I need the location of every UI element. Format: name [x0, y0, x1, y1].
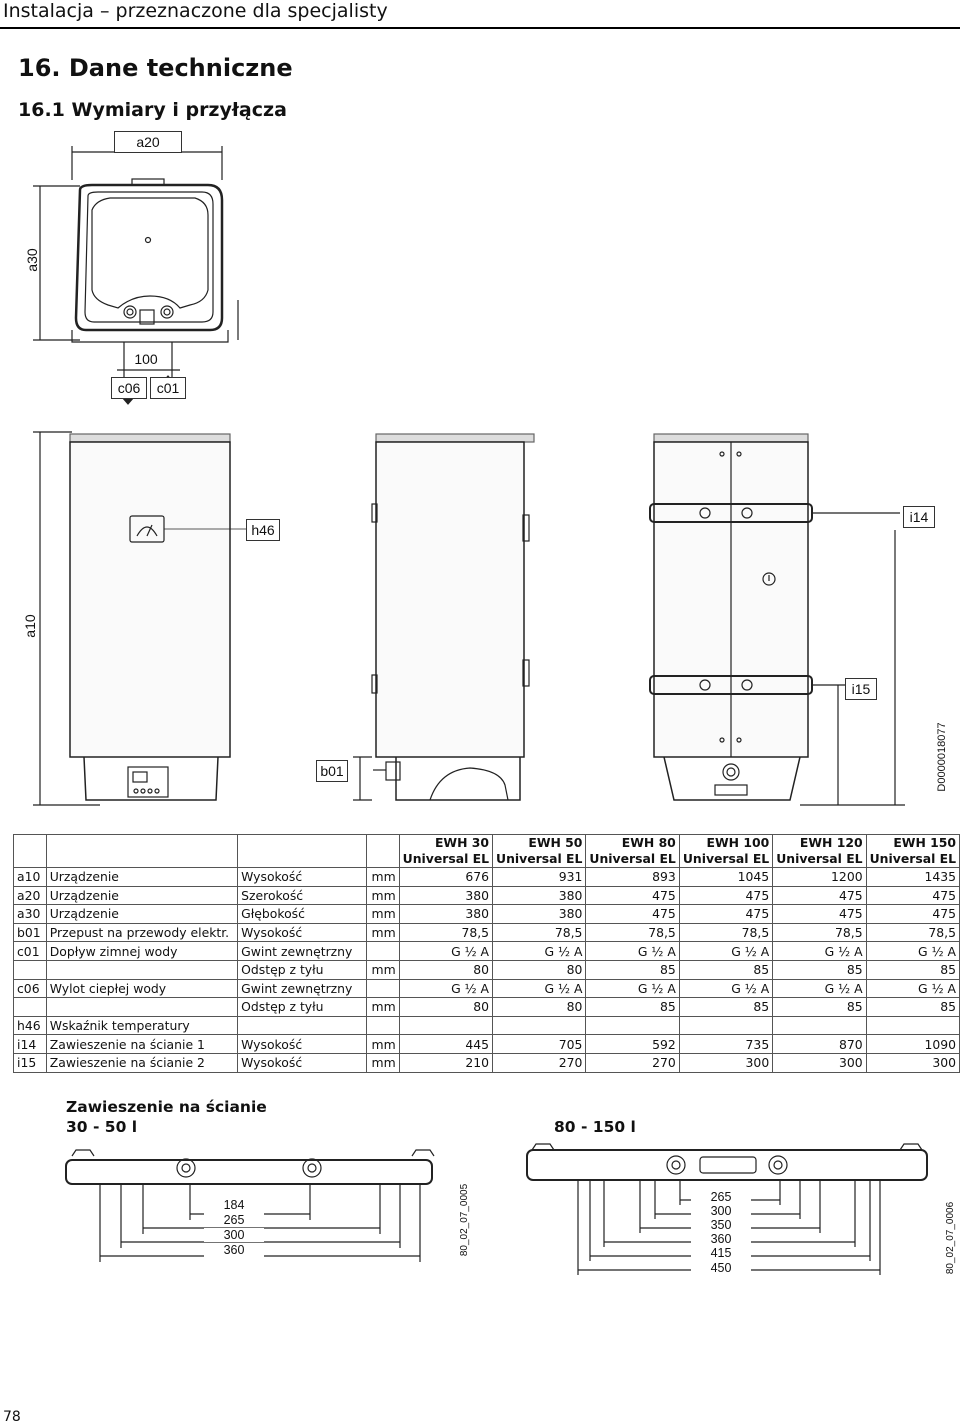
- row-name: [46, 998, 237, 1017]
- row-unit: [366, 979, 399, 998]
- table-row: [14, 886, 960, 905]
- row-name: Dopływ zimnej wody: [46, 942, 237, 961]
- label-c01: c01: [150, 377, 186, 399]
- row-value: 85: [586, 960, 679, 979]
- row-value: 80: [493, 998, 586, 1017]
- column-variant: Universal EL: [776, 851, 863, 866]
- row-value: 931: [493, 868, 586, 887]
- mounting-left-range: 30 - 50 l: [66, 1118, 138, 1136]
- row-value: 85: [679, 960, 772, 979]
- column-header: [679, 835, 772, 868]
- label-a30: a30: [24, 248, 40, 272]
- row-value: 85: [586, 998, 679, 1017]
- row-unit: mm: [366, 868, 399, 887]
- row-value: G ½ A: [773, 942, 866, 961]
- row-value: 78,5: [679, 923, 772, 942]
- right-dim-3: 360: [691, 1232, 751, 1246]
- label-c06: c06: [111, 377, 147, 399]
- row-name: Wylot ciepłej wody: [46, 979, 237, 998]
- left-dim-2: 300: [204, 1228, 264, 1242]
- row-value: 78,5: [399, 923, 492, 942]
- table-row: [14, 979, 960, 998]
- row-unit: mm: [366, 1035, 399, 1054]
- row-value: 475: [866, 905, 959, 924]
- header-empty-cell: [46, 835, 237, 868]
- row-value: G ½ A: [586, 942, 679, 961]
- header-empty-cell: [238, 835, 366, 868]
- row-value: 475: [679, 886, 772, 905]
- row-value: G ½ A: [866, 979, 959, 998]
- row-value: 1200: [773, 868, 866, 887]
- row-code: a20: [14, 886, 47, 905]
- row-value: 475: [679, 905, 772, 924]
- page-number: 78: [3, 1409, 21, 1425]
- row-value: 870: [773, 1035, 866, 1054]
- row-value: [866, 1016, 959, 1035]
- spec-table: [13, 834, 960, 1073]
- row-code: c06: [14, 979, 47, 998]
- row-unit: mm: [366, 998, 399, 1017]
- row-code: i14: [14, 1035, 47, 1054]
- table-row: [14, 1053, 960, 1072]
- row-code: b01: [14, 923, 47, 942]
- row-param: Odstęp z tyłu: [238, 998, 366, 1017]
- label-100: 100: [134, 351, 158, 367]
- label-a20: a20: [114, 131, 182, 153]
- row-value: 705: [493, 1035, 586, 1054]
- row-param: Odstęp z tyłu: [238, 960, 366, 979]
- row-param: Szerokość: [238, 886, 366, 905]
- column-header: [493, 835, 586, 868]
- header-empty-cell: [366, 835, 399, 868]
- row-value: 300: [679, 1053, 772, 1072]
- row-value: [399, 1016, 492, 1035]
- row-param: Głębokość: [238, 905, 366, 924]
- column-variant: Universal EL: [589, 851, 676, 866]
- row-param: Wysokość: [238, 923, 366, 942]
- row-unit: mm: [366, 1053, 399, 1072]
- left-code: 80_02_07_0005: [459, 1183, 470, 1257]
- row-value: G ½ A: [399, 942, 492, 961]
- column-variant: Universal EL: [402, 851, 490, 866]
- spec-table-body: [14, 835, 960, 1073]
- row-value: 380: [493, 905, 586, 924]
- row-value: 85: [773, 998, 866, 1017]
- left-dim-3: 360: [204, 1243, 264, 1257]
- header-empty-cell: [14, 835, 47, 868]
- row-value: 85: [773, 960, 866, 979]
- row-value: 80: [399, 960, 492, 979]
- row-unit: [366, 1016, 399, 1035]
- mounting-right-range: 80 - 150 l: [554, 1118, 636, 1136]
- right-dim-1: 300: [691, 1204, 751, 1218]
- row-value: [586, 1016, 679, 1035]
- row-value: [493, 1016, 586, 1035]
- table-header-row: [14, 835, 960, 868]
- row-value: 85: [866, 960, 959, 979]
- row-param: Gwint zewnętrzny: [238, 979, 366, 998]
- row-name: Urządzenie: [46, 905, 237, 924]
- row-value: G ½ A: [493, 942, 586, 961]
- section-title: 16. Dane techniczne: [18, 54, 293, 82]
- row-value: 475: [586, 886, 679, 905]
- row-code: c01: [14, 942, 47, 961]
- row-value: 592: [586, 1035, 679, 1054]
- label-i14: i14: [903, 506, 935, 528]
- row-value: 893: [586, 868, 679, 887]
- row-value: 380: [493, 886, 586, 905]
- row-value: 475: [866, 886, 959, 905]
- right-dim-5: 450: [691, 1261, 751, 1275]
- row-code: a30: [14, 905, 47, 924]
- column-header: [866, 835, 959, 868]
- table-row: [14, 905, 960, 924]
- row-value: 380: [399, 905, 492, 924]
- row-value: 1435: [866, 868, 959, 887]
- row-value: 85: [679, 998, 772, 1017]
- row-value: G ½ A: [866, 942, 959, 961]
- table-row: [14, 868, 960, 887]
- row-value: 270: [586, 1053, 679, 1072]
- row-unit: mm: [366, 905, 399, 924]
- column-model: EWH 50: [528, 835, 583, 850]
- column-model: EWH 100: [706, 835, 770, 850]
- row-name: Przepust na przewody elektr.: [46, 923, 237, 942]
- table-row: [14, 1016, 960, 1035]
- row-value: G ½ A: [773, 979, 866, 998]
- table-row: [14, 923, 960, 942]
- table-row: [14, 1035, 960, 1054]
- row-value: 85: [866, 998, 959, 1017]
- row-value: 676: [399, 868, 492, 887]
- left-dim-1: 265: [204, 1213, 264, 1227]
- row-code: a10: [14, 868, 47, 887]
- row-param: Wysokość: [238, 1053, 366, 1072]
- left-dim-0: 184: [204, 1198, 264, 1212]
- row-param: Gwint zewnętrzny: [238, 942, 366, 961]
- label-h46: h46: [246, 519, 280, 541]
- column-variant: Universal EL: [496, 851, 583, 866]
- row-code: h46: [14, 1016, 47, 1035]
- row-value: G ½ A: [399, 979, 492, 998]
- row-value: 475: [773, 886, 866, 905]
- row-value: 475: [773, 905, 866, 924]
- row-value: 78,5: [493, 923, 586, 942]
- row-value: 210: [399, 1053, 492, 1072]
- right-dim-4: 415: [691, 1246, 751, 1260]
- row-name: Zawieszenie na ścianie 1: [46, 1035, 237, 1054]
- row-unit: mm: [366, 960, 399, 979]
- row-name: Zawieszenie na ścianie 2: [46, 1053, 237, 1072]
- right-code: 80_02_07_0006: [945, 1201, 956, 1275]
- row-param: Wysokość: [238, 868, 366, 887]
- section-subtitle: 16.1 Wymiary i przyłącza: [18, 99, 287, 121]
- row-value: G ½ A: [679, 979, 772, 998]
- label-b01: b01: [316, 760, 348, 782]
- column-header: [773, 835, 866, 868]
- table-row: [14, 960, 960, 979]
- column-model: EWH 30: [434, 835, 490, 850]
- row-value: 1090: [866, 1035, 959, 1054]
- row-unit: mm: [366, 923, 399, 942]
- column-model: EWH 150: [893, 835, 956, 850]
- row-value: 380: [399, 886, 492, 905]
- row-name: [46, 960, 237, 979]
- row-value: [773, 1016, 866, 1035]
- row-param: [238, 1016, 366, 1035]
- row-unit: [366, 942, 399, 961]
- column-variant: Universal EL: [869, 851, 956, 866]
- row-name: Wskaźnik temperatury: [46, 1016, 237, 1035]
- table-row: [14, 998, 960, 1017]
- row-value: G ½ A: [493, 979, 586, 998]
- row-name: Urządzenie: [46, 868, 237, 887]
- row-value: G ½ A: [679, 942, 772, 961]
- row-value: 445: [399, 1035, 492, 1054]
- right-dim-0: 265: [691, 1190, 751, 1204]
- row-value: 80: [399, 998, 492, 1017]
- row-param: Wysokość: [238, 1035, 366, 1054]
- row-value: G ½ A: [586, 979, 679, 998]
- row-code: i15: [14, 1053, 47, 1072]
- row-code: [14, 998, 47, 1017]
- row-value: [679, 1016, 772, 1035]
- column-variant: Universal EL: [682, 851, 770, 866]
- column-model: EWH 80: [621, 835, 676, 850]
- column-model: EWH 120: [799, 835, 863, 850]
- row-value: 1045: [679, 868, 772, 887]
- header-title: Instalacja – przeznaczone dla specjalisty: [3, 0, 388, 22]
- row-value: 475: [586, 905, 679, 924]
- row-value: 80: [493, 960, 586, 979]
- label-a10: a10: [22, 614, 38, 638]
- row-value: 270: [493, 1053, 586, 1072]
- row-value: 78,5: [773, 923, 866, 942]
- row-value: 300: [773, 1053, 866, 1072]
- mounting-title: Zawieszenie na ścianie: [66, 1098, 267, 1116]
- column-header: [586, 835, 679, 868]
- row-value: 735: [679, 1035, 772, 1054]
- doc-code: D0000018077: [936, 722, 948, 792]
- row-value: 300: [866, 1053, 959, 1072]
- label-i15: i15: [845, 678, 877, 700]
- row-value: 78,5: [866, 923, 959, 942]
- row-name: Urządzenie: [46, 886, 237, 905]
- row-unit: mm: [366, 886, 399, 905]
- row-code: [14, 960, 47, 979]
- right-dim-2: 350: [691, 1218, 751, 1232]
- row-value: 78,5: [586, 923, 679, 942]
- column-header: [399, 835, 492, 868]
- table-row: [14, 942, 960, 961]
